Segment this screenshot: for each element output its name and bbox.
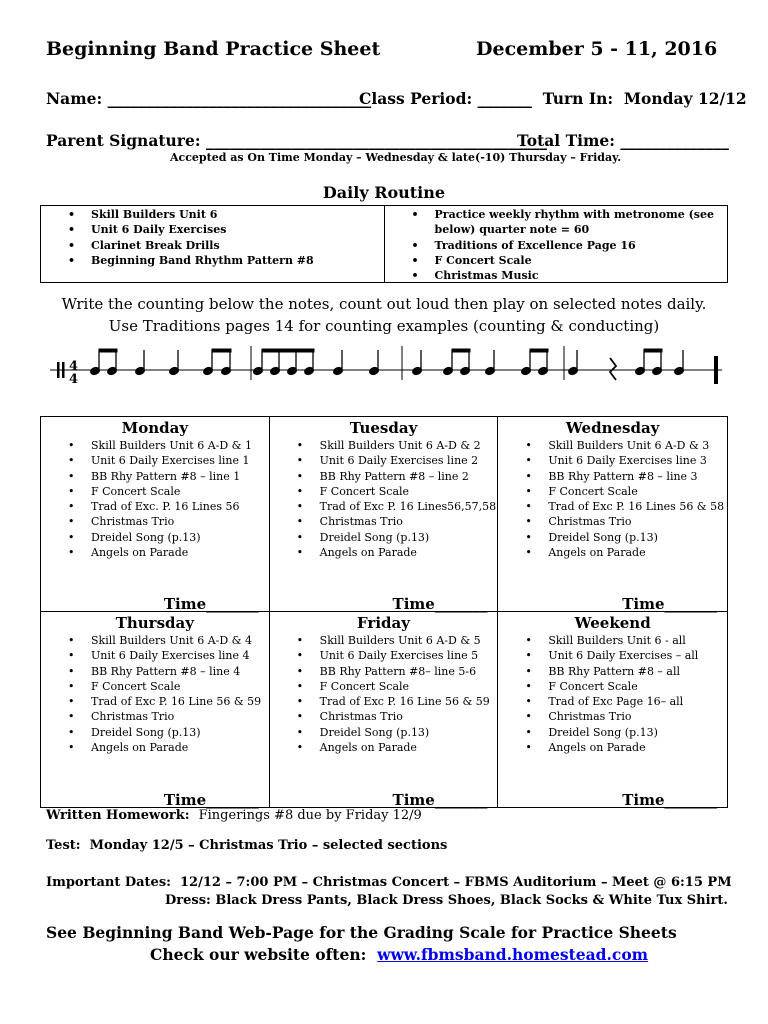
beam bbox=[452, 349, 470, 352]
important-dates: Important Dates: 12/12 – 7:00 PM – Christmas Concert – FBMS Auditorium – Meet @ 6:15 PM bbox=[46, 875, 732, 890]
day-cell-monday bbox=[41, 417, 270, 612]
day-task: • F Concert Scale bbox=[498, 484, 727, 499]
routine-item: • Christmas Music bbox=[385, 268, 728, 283]
day-task: • Angels on Parade bbox=[41, 740, 269, 755]
day-title: Weekend bbox=[574, 614, 651, 632]
day-task: • Angels on Parade bbox=[498, 545, 727, 560]
day-task: • Angels on Parade bbox=[498, 740, 727, 755]
day-title: Wednesday bbox=[565, 419, 660, 437]
day-task: • F Concert Scale bbox=[270, 484, 498, 499]
routine-item: • Practice weekly rhythm with metronome (see below) quarter note = 60 bbox=[385, 207, 728, 238]
day-cell-friday bbox=[270, 612, 499, 807]
day-task: • Trad of Exc. P. 16 Lines 56 bbox=[41, 499, 269, 514]
daily-routine-title: Daily Routine bbox=[322, 183, 446, 202]
day-task: • Skill Builders Unit 6 A-D & 1 bbox=[41, 438, 269, 453]
day-time-field: Time_______ bbox=[392, 595, 488, 613]
name-field: Name: __________________________________ bbox=[46, 89, 372, 108]
day-task: • Unit 6 Daily Exercises – all bbox=[498, 648, 727, 663]
day-task: • F Concert Scale bbox=[270, 679, 498, 694]
accepted-note: Accepted as On Time Monday – Wednesday & late(-10) Thursday – Friday. bbox=[170, 151, 622, 164]
day-task: • Angels on Parade bbox=[270, 545, 498, 560]
day-task: • Unit 6 Daily Exercises line 3 bbox=[498, 453, 727, 468]
start-bar-thin-2 bbox=[62, 362, 65, 378]
day-task: • Unit 6 Daily Exercises line 5 bbox=[270, 648, 498, 663]
day-task: • Dreidel Song (p.13) bbox=[270, 530, 498, 545]
time-signature-bottom: 4 bbox=[69, 372, 79, 387]
date-range: December 5 - 11, 2016 bbox=[476, 38, 718, 60]
day-task: • Dreidel Song (p.13) bbox=[41, 725, 269, 740]
website-line bbox=[150, 945, 648, 964]
day-task: • BB Rhy Pattern #8 – line 3 bbox=[498, 469, 727, 484]
routine-item: • Skill Builders Unit 6 bbox=[41, 207, 384, 222]
routine-item: • Clarinet Break Drills bbox=[41, 238, 384, 253]
routine-item: • Traditions of Excellence Page 16 bbox=[385, 238, 728, 253]
day-task: • BB Rhy Pattern #8– line 5-6 bbox=[270, 664, 498, 679]
homework-label: Written Homework: bbox=[46, 808, 190, 823]
day-task: • Christmas Trio bbox=[270, 709, 498, 724]
day-task: • Christmas Trio bbox=[270, 514, 498, 529]
quarter-rest bbox=[610, 358, 616, 380]
check-label: Check our website often: bbox=[150, 945, 367, 964]
day-title: Friday bbox=[357, 614, 410, 632]
day-task: • Skill Builders Unit 6 A-D & 4 bbox=[41, 633, 269, 648]
day-time-field: Time_______ bbox=[392, 791, 488, 809]
day-task: • Trad of Exc Page 16– all bbox=[498, 694, 727, 709]
homework-line bbox=[46, 808, 422, 823]
dress-code: Dress: Black Dress Pants, Black Dress Shoes, Black Socks & White Tux Shirt. bbox=[165, 893, 728, 908]
day-task: • Unit 6 Daily Exercises line 1 bbox=[41, 453, 269, 468]
day-task: • BB Rhy Pattern #8 – line 2 bbox=[270, 469, 498, 484]
day-time-field: Time_______ bbox=[163, 595, 259, 613]
day-task: • Angels on Parade bbox=[270, 740, 498, 755]
routine-item: • Unit 6 Daily Exercises bbox=[41, 222, 384, 237]
day-task: • Christmas Trio bbox=[41, 709, 269, 724]
webpage-note: See Beginning Band Web-Page for the Grading Scale for Practice Sheets bbox=[46, 923, 677, 942]
parent-signature-field: Parent Signature: ____________________________________________ bbox=[46, 131, 547, 150]
day-task: • Dreidel Song (p.13) bbox=[498, 725, 727, 740]
day-task: • Skill Builders Unit 6 A-D & 3 bbox=[498, 438, 727, 453]
class-period-field: Class Period: _______ Turn In: Monday 12/12 bbox=[359, 89, 747, 108]
day-task: • Christmas Trio bbox=[498, 514, 727, 529]
day-task: • BB Rhy Pattern #8 – all bbox=[498, 664, 727, 679]
day-task: • Dreidel Song (p.13) bbox=[270, 725, 498, 740]
day-task: • Dreidel Song (p.13) bbox=[498, 530, 727, 545]
day-task: • Christmas Trio bbox=[41, 514, 269, 529]
routine-left-column bbox=[41, 206, 384, 282]
day-task: • Unit 6 Daily Exercises line 2 bbox=[270, 453, 498, 468]
test-line: Test: Monday 12/5 – Christmas Trio – selected sections bbox=[46, 838, 448, 853]
beam bbox=[262, 349, 314, 352]
day-task: • Dreidel Song (p.13) bbox=[41, 530, 269, 545]
day-title: Monday bbox=[121, 419, 189, 437]
rhythm-staff bbox=[50, 344, 730, 394]
days-grid bbox=[40, 416, 728, 808]
time-signature-top: 4 bbox=[69, 359, 79, 374]
beam bbox=[99, 349, 117, 352]
website-link[interactable]: www.fbmsband.homestead.com bbox=[377, 945, 649, 964]
daily-routine-box bbox=[40, 205, 728, 283]
day-task: • Trad of Exc P. 16 Lines56,57,58 bbox=[270, 499, 498, 514]
beam bbox=[644, 349, 662, 352]
day-task: • Skill Builders Unit 6 A-D & 5 bbox=[270, 633, 498, 648]
day-cell-weekend bbox=[498, 612, 727, 807]
page-title: Beginning Band Practice Sheet bbox=[46, 38, 381, 60]
day-task: • F Concert Scale bbox=[498, 679, 727, 694]
instruction-line-2: Use Traditions pages 14 for counting examples (counting & conducting) bbox=[108, 317, 660, 335]
beam bbox=[530, 349, 548, 352]
day-task: • Skill Builders Unit 6 - all bbox=[498, 633, 727, 648]
day-task: • Skill Builders Unit 6 A-D & 2 bbox=[270, 438, 498, 453]
day-time-field: Time_______ bbox=[163, 791, 259, 809]
day-cell-thursday bbox=[41, 612, 270, 807]
homework-value: Fingerings #8 due by Friday 12/9 bbox=[198, 808, 422, 823]
routine-item: • Beginning Band Rhythm Pattern #8 bbox=[41, 253, 384, 268]
day-cell-wednesday bbox=[498, 417, 727, 612]
day-time-field: Time_______ bbox=[622, 791, 717, 809]
day-task: • F Concert Scale bbox=[41, 484, 269, 499]
day-task: • F Concert Scale bbox=[41, 679, 269, 694]
total-time-field: Total Time: ______________ bbox=[517, 131, 729, 150]
start-bar-thin bbox=[57, 362, 60, 378]
instruction-line-1: Write the counting below the notes, count out loud then play on selected notes daily. bbox=[61, 295, 707, 313]
day-cell-tuesday bbox=[270, 417, 499, 612]
day-task: • BB Rhy Pattern #8 – line 4 bbox=[41, 664, 269, 679]
day-task: • Trad of Exc P. 16 Line 56 & 59 bbox=[41, 694, 269, 709]
day-task: • Trad of Exc P. 16 Lines 56 & 58 bbox=[498, 499, 727, 514]
day-task: • Unit 6 Daily Exercises line 4 bbox=[41, 648, 269, 663]
routine-item: • F Concert Scale bbox=[385, 253, 728, 268]
day-time-field: Time_______ bbox=[622, 595, 717, 613]
day-task: • BB Rhy Pattern #8 – line 1 bbox=[41, 469, 269, 484]
day-title: Thursday bbox=[115, 614, 194, 632]
end-bar bbox=[714, 356, 718, 384]
day-task: • Angels on Parade bbox=[41, 545, 269, 560]
day-task: • Trad of Exc P. 16 Line 56 & 59 bbox=[270, 694, 498, 709]
day-title: Tuesday bbox=[349, 419, 418, 437]
beam bbox=[212, 349, 231, 352]
routine-right-column bbox=[384, 206, 728, 282]
day-task: • Christmas Trio bbox=[498, 709, 727, 724]
